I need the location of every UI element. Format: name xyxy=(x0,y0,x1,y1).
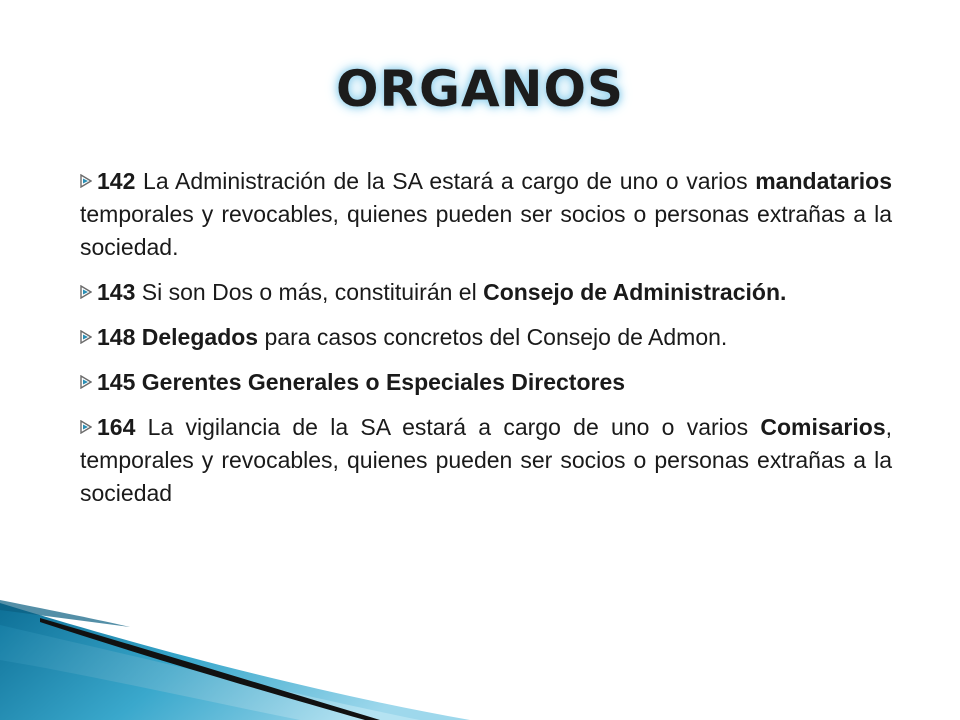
bullet-text: La vigilancia de la SA estará a cargo de uno o varios xyxy=(135,414,761,440)
bullet-bold: Consejo de Administración. xyxy=(483,279,787,305)
bullet-bold: 143 xyxy=(97,279,136,305)
bullet-text: temporales y revocables, quienes pueden ser socios o personas extrañas a la sociedad. xyxy=(80,201,892,260)
bullet-bold: 148 Delegados xyxy=(97,324,259,350)
bullet-text: , temporales y revocables, quienes pueden ser socios o personas extrañas a la sociedad xyxy=(80,414,892,506)
bullet-text: para casos concretos del Consejo de Admon. xyxy=(258,324,728,350)
bullet-text: Si son Dos o más, constituirán el xyxy=(135,279,484,305)
bullet-bold: 142 xyxy=(97,168,136,194)
bullet-bold: mandatarios xyxy=(755,168,892,194)
bullet-text: La Administración de la SA estará a cargo de uno o varios xyxy=(135,168,756,194)
slide-title: ORGANOS xyxy=(335,60,625,118)
bullet-bold: 164 xyxy=(97,414,136,440)
bullet-bold: Comisarios xyxy=(760,414,886,440)
bullet-bold: 145 Gerentes Generales o Especiales Directores xyxy=(97,369,626,395)
